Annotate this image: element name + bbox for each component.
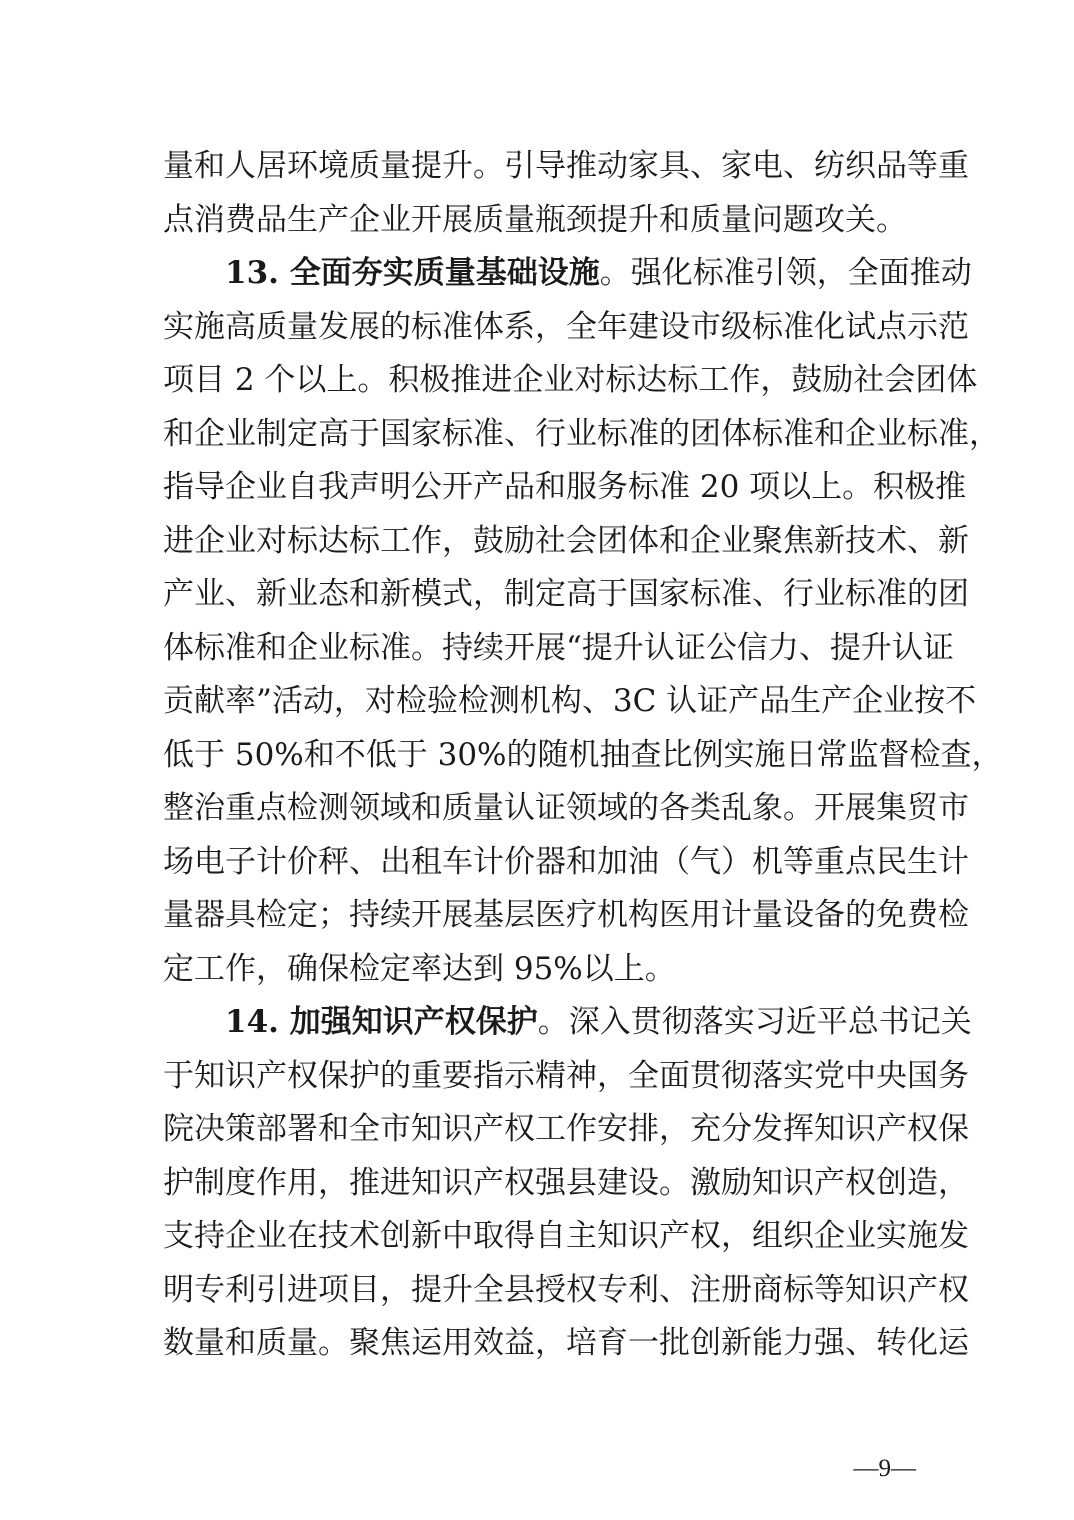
item-13-first-line [163, 247, 972, 301]
text-line: 量器具检定；持续开展基层医疗机构医用计量设备的免费检 [163, 897, 969, 933]
text-line: 进企业对标达标工作，鼓励社会团体和企业聚焦新技术、新 [163, 522, 969, 559]
text-line: 贡献率”活动，对检验检测机构、3C 认证产品生产企业按不 [163, 683, 977, 719]
item-14-heading: 14. 加强知识产权保护 [225, 1004, 538, 1040]
item-14-first-line-text: 。深入贯彻落实习近平总书记关 [537, 1004, 972, 1040]
text-line: 明专利引进项目，提升全县授权专利、注册商标等知识产权 [163, 1271, 969, 1308]
text-line: 体标准和企业标准。持续开展“提升认证公信力、提升认证 [163, 629, 954, 666]
text-line: 整治重点检测领域和质量认证领域的各类乱象。开展集贸市 [163, 790, 969, 826]
item-14-first-line [163, 996, 972, 1050]
text-line: 量和人居环境质量提升。引导推动家具、家电、纺织品等重 [163, 148, 969, 184]
text-line: 护制度作用，推进知识产权强县建设。激励知识产权创造， [163, 1164, 969, 1201]
text-line: 定工作，确保检定率达到 95%以上。 [163, 950, 676, 987]
text-line: 产业、新业态和新模式，制定高于国家标准、行业标准的团 [163, 576, 969, 612]
text-line: 数量和质量。聚焦运用效益，培育一批创新能力强、转化运 [163, 1325, 969, 1361]
text-line: 项目 2 个以上。积极推进企业对标达标工作，鼓励社会团体 [163, 362, 978, 398]
item-13-first-line-text: 。强化标准引领，全面推动 [599, 255, 972, 291]
text-line: 实施高质量发展的标准体系，全年建设市级标准化试点示范 [163, 308, 969, 345]
text-line: 场电子计价秤、出租车计价器和加油（气）机等重点民生计 [163, 843, 969, 880]
text-line: 低于 50%和不低于 30%的随机抽查比例实施日常监督检查， [163, 736, 1003, 773]
text-line: 指导企业自我声明公开产品和服务标准 20 项以上。积极推 [163, 469, 967, 505]
text-line: 院决策部署和全市知识产权工作安排，充分发挥知识产权保 [163, 1111, 969, 1147]
text-line: 点消费品生产企业开展质量瓶颈提升和质量问题攻关。 [163, 201, 907, 238]
item-13-heading: 13. 全面夯实质量基础设施 [225, 255, 600, 291]
text-line: 于知识产权保护的重要指示精神，全面贯彻落实党中央国务 [163, 1057, 969, 1094]
text-line: 和企业制定高于国家标准、行业标准的团体标准和企业标准， [163, 415, 1000, 452]
page-number: —9— [853, 1455, 916, 1482]
body-text [163, 140, 1003, 1371]
text-line: 支持企业在技术创新中取得自主知识产权，组织企业实施发 [163, 1218, 969, 1254]
